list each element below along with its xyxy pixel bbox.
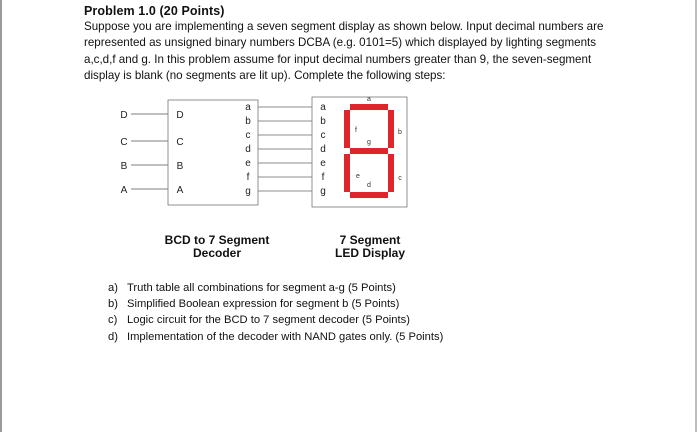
segment-d (350, 192, 388, 198)
page-right-edge (695, 0, 697, 432)
display-caption (320, 234, 420, 260)
segment-label-c: c (398, 175, 402, 182)
page-left-edge (0, 0, 2, 432)
problem-description (84, 19, 619, 84)
task-text: Logic circuit for the BCD to 7 segment decoder (5 Points) (127, 314, 410, 327)
decoder-output-label-a: a (245, 102, 251, 113)
display-caption-line: 7 Segment (339, 233, 401, 247)
description-line: represented as unsigned binary numbers DCBA (e.g. 0101=5) which displayed by lighting segments (84, 36, 597, 50)
task-text: Implementation of the decoder with NAND gates only. (5 Points) (127, 330, 444, 343)
task-item (108, 329, 443, 345)
segment-label-e: e (356, 173, 360, 180)
decoder-input-label-d: D (176, 110, 184, 121)
display-input-label-f: f (321, 172, 325, 183)
segment-a (350, 104, 388, 110)
segment-g (350, 148, 388, 154)
task-label: c) (108, 314, 118, 327)
display-input-label-c: c (320, 130, 326, 141)
task-item (108, 296, 443, 312)
display-input-label-d: d (320, 144, 326, 155)
decoder-input-label-b: B (176, 161, 184, 172)
decoder-output-label-b: b (245, 116, 251, 127)
segment-c (388, 154, 394, 192)
segment-b (388, 110, 394, 148)
decoder-output-label-d: d (245, 144, 251, 155)
decoder-input-label-a: A (176, 185, 184, 196)
segment-f (344, 110, 350, 148)
decoder-caption (152, 234, 282, 260)
outer-input-label-b: B (120, 161, 128, 172)
display-input-label-g: g (320, 186, 326, 197)
display-input-label-b: b (320, 116, 326, 127)
outer-input-label-a: A (120, 185, 128, 196)
decoder-output-label-e: e (245, 158, 251, 169)
segment-label-g: g (367, 139, 371, 146)
segment-e (344, 154, 350, 192)
task-item (108, 312, 443, 328)
task-label: d) (108, 330, 118, 343)
outer-input-label-d: D (120, 110, 128, 121)
display-caption-line: LED Display (334, 246, 406, 260)
decoder-input-label-c: C (176, 137, 184, 148)
display-input-label-a: a (320, 102, 326, 113)
segment-label-f: f (355, 127, 357, 134)
task-list (108, 280, 443, 345)
decoder-caption-line: Decoder (192, 246, 242, 260)
bcd-seven-segment-diagram (110, 92, 430, 270)
description-line: display is blank (no segments are lit up). Complete the following steps: (84, 68, 446, 82)
decoder-caption-line: BCD to 7 Segment (164, 233, 270, 247)
segment-label-a: a (367, 96, 371, 103)
description-line: Suppose you are implementing a seven segment display as shown below. Input decimal numbers are (84, 20, 604, 33)
problem-title: Problem 1.0 (20 Points) (84, 4, 225, 18)
display-input-label-e: e (320, 158, 326, 169)
task-item (108, 280, 443, 296)
task-label: b) (108, 298, 118, 311)
decoder-output-label-g: g (245, 186, 251, 197)
decoder-output-label-c: c (245, 130, 251, 141)
task-text: Simplified Boolean expression for segment b (5 Points) (127, 298, 400, 311)
segment-label-d: d (367, 182, 371, 189)
outer-input-label-c: C (120, 137, 128, 148)
segment-label-b: b (398, 129, 402, 136)
task-text: Truth table all combinations for segment a-g (5 Points) (127, 282, 396, 294)
task-label: a) (108, 282, 118, 294)
decoder-output-label-f: f (246, 172, 250, 183)
description-line: a,c,d,f and g. In this problem assume for input decimal numbers greater than 9, the seven-segment (84, 52, 592, 66)
